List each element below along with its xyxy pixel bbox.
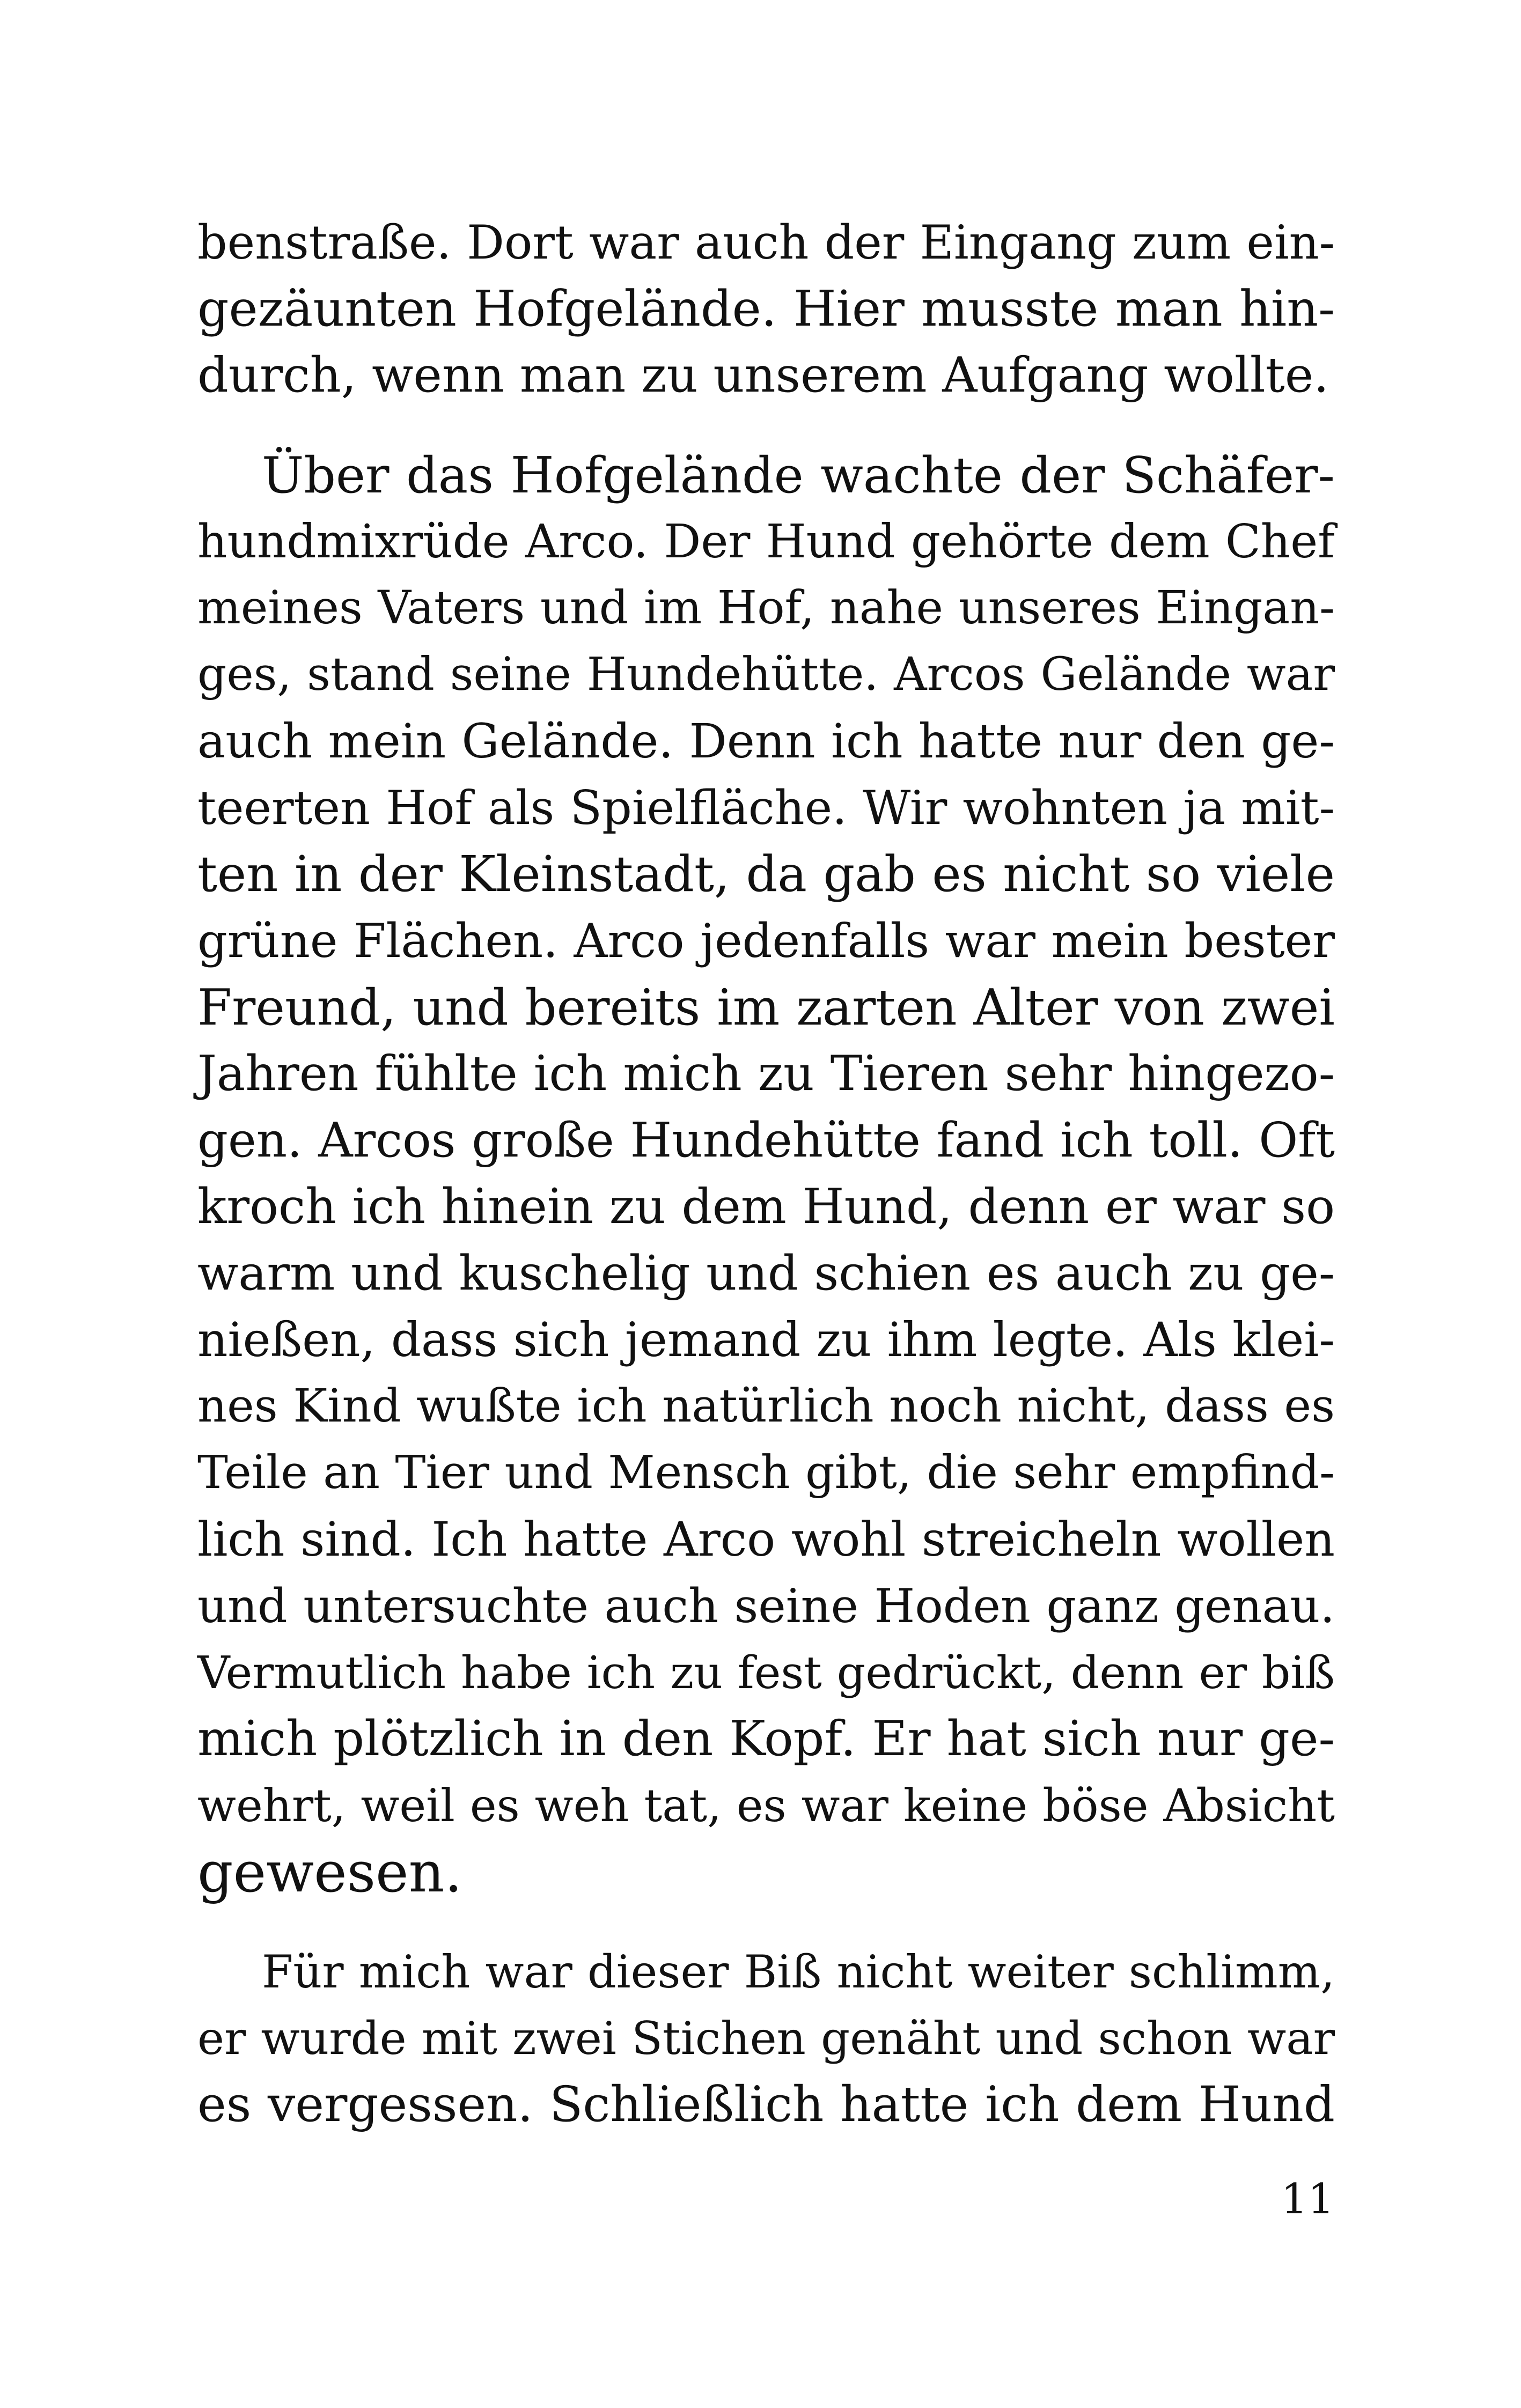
text-line: mich plötzlich in den Kopf. Er hat sich nur ge- [197, 1711, 1335, 1767]
text-line: gezäunten Hofgelände. Hier musste man hin- [197, 280, 1335, 337]
text-line: Für mich war dieser Biß nicht weiter schlimm, [262, 1946, 1335, 1998]
text-line: es vergessen. Schließlich hatte ich dem Hund [197, 2076, 1335, 2133]
page-number: 11 [1281, 2175, 1334, 2223]
text-line: wehrt, weil es weh tat, es war keine böse Absicht [197, 1779, 1335, 1832]
text-line: kroch ich hinein zu dem Hund, denn er war so [197, 1179, 1335, 1235]
paragraph [197, 442, 1335, 1905]
text-line: Vermutlich habe ich zu fest gedrückt, denn er biß [197, 1646, 1335, 1699]
text-line: und untersuchte auch seine Hoden ganz genau. [197, 1579, 1335, 1633]
text-line: Freund, und bereits im zarten Alter von zwei [197, 978, 1335, 1036]
text-line: gen. Arcos große Hundehütte fand ich toll. Oft [197, 1113, 1335, 1168]
body-text [197, 209, 1335, 2138]
text-line: auch mein Gelände. Denn ich hatte nur den ge- [197, 714, 1335, 769]
text-line: hundmixrüde Arco. Der Hund gehörte dem Chef [197, 515, 1335, 569]
text-line: grüne Flächen. Arco jedenfalls war mein bester [197, 914, 1335, 968]
text-line: Teile an Tier und Mensch gibt, die sehr empfind- [197, 1446, 1335, 1499]
text-line: nes Kind wußte ich natürlich noch nicht, dass es [197, 1380, 1335, 1433]
paragraph-spacer [197, 409, 1335, 442]
text-line: Jahren fühlte ich mich zu Tieren sehr hingezo- [197, 1046, 1335, 1102]
text-line: er wurde mit zwei Stichen genäht und schon war [197, 2012, 1335, 2065]
paragraph-spacer [197, 1905, 1335, 1939]
text-line: durch, wenn man zu unserem Aufgang wollte. [197, 347, 1329, 403]
text-line: ten in der Kleinstadt, da gab es nicht so viele [197, 845, 1335, 903]
text-line: warm und kuschelig und schien es auch zu ge- [197, 1246, 1335, 1301]
paragraph [197, 1939, 1335, 2138]
text-line: teerten Hof als Spielfläche. Wir wohnten ja mit- [197, 780, 1335, 835]
text-line: meines Vaters und im Hof, nahe unseres Eingan- [197, 581, 1335, 635]
text-line: benstraße. Dort war auch der Eingang zum ein- [197, 215, 1335, 270]
text-line: Über das Hofgelände wachte der Schäfer- [262, 446, 1335, 504]
text-line: ges, stand seine Hundehütte. Arcos Gelände war [197, 648, 1335, 701]
text-line: lich sind. Ich hatte Arco wohl streicheln wollen [197, 1512, 1335, 1567]
text-line: nießen, dass sich jemand zu ihm legte. Als klei- [197, 1313, 1335, 1367]
paragraph [197, 209, 1335, 409]
text-line: gewesen. [197, 1839, 462, 1905]
